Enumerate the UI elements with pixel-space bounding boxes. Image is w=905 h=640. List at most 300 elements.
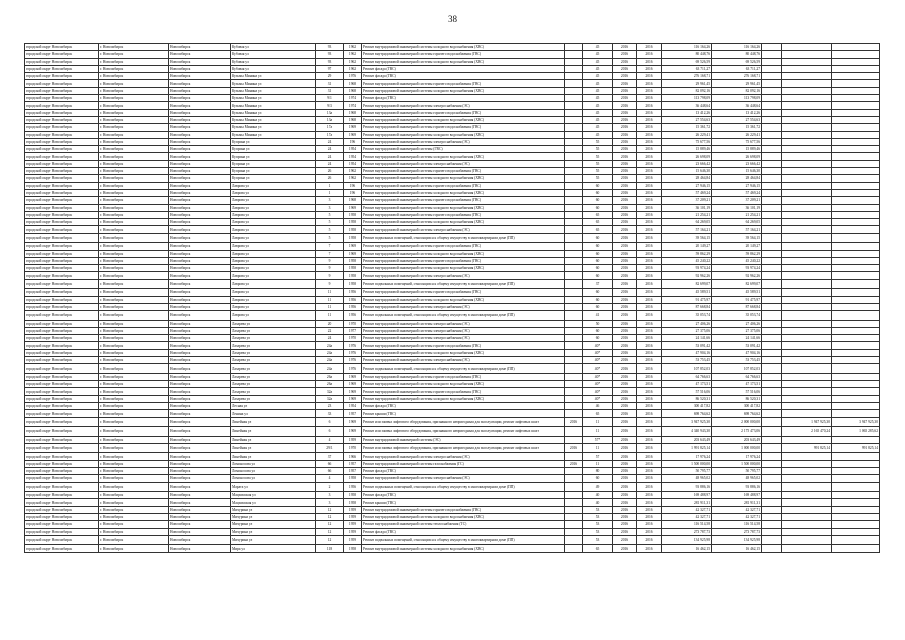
- owner-cost-cell: [782, 436, 832, 443]
- owner-cost-cell: [782, 219, 832, 226]
- capital-repair-register-table: [24, 43, 880, 553]
- street-cell: Лаврова ул: [231, 265, 316, 272]
- end-year-cell: 2016: [637, 189, 662, 196]
- city-cell: Новосибирск: [169, 403, 231, 410]
- owner-cost-cell: [782, 65, 832, 72]
- settlement-cell: г. Новосибирск: [99, 521, 169, 528]
- table-row: [25, 492, 880, 499]
- fund-cost-cell: 1 500 000,00: [712, 460, 762, 467]
- start-year-cell: 2016: [613, 335, 637, 342]
- settlement-cell: г. Новосибирск: [99, 342, 169, 349]
- budget-cell: [762, 381, 782, 388]
- owner-cost-cell: [782, 182, 832, 189]
- other-cost-cell: [832, 499, 880, 506]
- owner-cost-cell: [782, 243, 832, 250]
- total-cost-cell: 203 643,49: [662, 436, 712, 443]
- city-cell: Новосибирск: [169, 443, 231, 453]
- wear-cell: 60: [583, 204, 613, 211]
- start-year-cell: 2016: [613, 417, 637, 427]
- work-type-cell: Ремонт внутридомовой инженерной системы горячего водоснабжения (ГВС): [362, 257, 565, 264]
- city-cell: Новосибирск: [169, 250, 231, 257]
- work-type-cell: Ремонт внутридомовой инженерной системы холодного водоснабжения (ХВС): [362, 153, 565, 160]
- wear-cell: 65: [583, 211, 613, 218]
- city-cell: Новосибирск: [169, 272, 231, 279]
- street-cell: Линейная ул: [231, 417, 316, 427]
- table-row: [25, 289, 880, 296]
- wear-cell: 40*: [583, 349, 613, 356]
- budget-cell: [762, 131, 782, 138]
- start-year-cell: 2016: [613, 460, 637, 467]
- settlement-cell: г. Новосибирск: [99, 243, 169, 250]
- table-row: [25, 87, 880, 94]
- other-cost-cell: [832, 545, 880, 552]
- street-cell: Кузьмы Минина ул: [231, 116, 316, 123]
- other-cost-cell: [832, 395, 880, 402]
- settlement-cell: г. Новосибирск: [99, 153, 169, 160]
- fund-cost-cell: 27 375,06: [712, 327, 762, 334]
- fund-cost-cell: 37 209,21: [712, 197, 762, 204]
- start-year-cell: 2016: [613, 506, 637, 513]
- settlement-cell: г. Новосибирск: [99, 124, 169, 131]
- total-cost-cell: 82 699,07: [662, 279, 712, 289]
- work-type-cell: Ремонт внутридомовой инженерной системы холодного водоснабжения (ХВС): [362, 116, 565, 123]
- municipality-cell: городской округ Новосибирск: [25, 296, 99, 303]
- work-type-cell: Ремонт внутридомовой инженерной системы электроснабжения (ЭС): [362, 226, 565, 233]
- end-year-cell: 2016: [637, 482, 662, 492]
- build-year-cell: 1962: [344, 175, 362, 182]
- budget-cell: [762, 335, 782, 342]
- table-row: [25, 357, 880, 364]
- total-cost-cell: 47 904,16: [662, 349, 712, 356]
- build-year-cell: 1958: [344, 257, 362, 264]
- total-cost-cell: 37 209,21: [662, 197, 712, 204]
- street-cell: Лазарева ул: [231, 320, 316, 327]
- end-year-cell: 2016: [637, 109, 662, 116]
- other-cost-cell: [832, 211, 880, 218]
- fund-cost-cell: 91 475,97: [712, 296, 762, 303]
- work-type-cell: Ремонт внутридомовой инженерной системы электроснабжения (ЭС): [362, 160, 565, 167]
- owner-cost-cell: [782, 265, 832, 272]
- start-year-cell: 2016: [613, 146, 637, 153]
- city-cell: Новосибирск: [169, 436, 231, 443]
- wear-cell: 60: [583, 182, 613, 189]
- budget-cell: [762, 124, 782, 131]
- other-cost-cell: [832, 226, 880, 233]
- build-year-cell: 1968: [344, 109, 362, 116]
- work-type-cell: Ремонт внутридомовой инженерной системы горячего водоснабжения (ГВС): [362, 168, 565, 175]
- other-cost-cell: [832, 475, 880, 482]
- other-cost-cell: [832, 138, 880, 145]
- work-type-cell: Ремонт внутридомовой инженерной системы электроснабжения (ЭС): [362, 303, 565, 310]
- total-cost-cell: 50 795,77: [662, 468, 712, 475]
- end-year-cell: 2016: [637, 102, 662, 109]
- house-number-cell: 12: [316, 521, 344, 528]
- municipality-cell: городской округ Новосибирск: [25, 342, 99, 349]
- start-year-cell: 2016: [613, 182, 637, 189]
- ppl-cell: [565, 468, 583, 475]
- table-row: [25, 475, 880, 482]
- municipality-cell: городской округ Новосибирск: [25, 80, 99, 87]
- owner-cost-cell: [782, 410, 832, 417]
- other-cost-cell: [832, 364, 880, 374]
- street-cell: Куприна ул: [231, 160, 316, 167]
- other-cost-cell: [832, 233, 880, 243]
- street-cell: Кузьмы Минина ул: [231, 124, 316, 131]
- end-year-cell: 2016: [637, 87, 662, 94]
- settlement-cell: г. Новосибирск: [99, 327, 169, 334]
- build-year-cell: 1976: [344, 357, 362, 364]
- start-year-cell: 2016: [613, 175, 637, 182]
- municipality-cell: городской округ Новосибирск: [25, 65, 99, 72]
- fund-cost-cell: 15 889,46: [712, 146, 762, 153]
- house-number-cell: 12: [316, 528, 344, 535]
- settlement-cell: г. Новосибирск: [99, 410, 169, 417]
- total-cost-cell: 91 475,97: [662, 296, 712, 303]
- budget-cell: [762, 320, 782, 327]
- house-number-cell: 20: [316, 320, 344, 327]
- start-year-cell: 2016: [613, 499, 637, 506]
- municipality-cell: городской округ Новосибирск: [25, 153, 99, 160]
- settlement-cell: г. Новосибирск: [99, 443, 169, 453]
- fund-cost-cell: 50 795,77: [712, 468, 762, 475]
- street-cell: Кубовая ул: [231, 51, 316, 58]
- other-cost-cell: [832, 453, 880, 460]
- budget-cell: [762, 279, 782, 289]
- city-cell: Новосибирск: [169, 296, 231, 303]
- settlement-cell: г. Новосибирск: [99, 87, 169, 94]
- budget-cell: [762, 327, 782, 334]
- table-row: [25, 482, 880, 492]
- end-year-cell: 2016: [637, 289, 662, 296]
- city-cell: Новосибирск: [169, 116, 231, 123]
- other-cost-cell: [832, 436, 880, 443]
- house-number-cell: 5: [316, 226, 344, 233]
- house-number-cell: 3: [316, 204, 344, 211]
- build-year-cell: 1962: [344, 44, 362, 51]
- total-cost-cell: 27 946,15: [662, 182, 712, 189]
- work-type-cell: Ремонт внутридомовой инженерной системы горячего водоснабжения (ГВС): [362, 289, 565, 296]
- budget-cell: [762, 443, 782, 453]
- municipality-cell: городской округ Новосибирск: [25, 279, 99, 289]
- fund-cost-cell: 17 976,24: [712, 453, 762, 460]
- house-number-cell: 3: [316, 492, 344, 499]
- build-year-cell: 1966: [344, 453, 362, 460]
- end-year-cell: 2016: [637, 95, 662, 102]
- ppl-cell: [565, 182, 583, 189]
- table-row: [25, 73, 880, 80]
- city-cell: Новосибирск: [169, 168, 231, 175]
- street-cell: Лазарева ул: [231, 335, 316, 342]
- fund-cost-cell: 281 911,31: [712, 499, 762, 506]
- ppl-cell: [565, 303, 583, 310]
- ppl-cell: [565, 265, 583, 272]
- build-year-cell: 196: [344, 189, 362, 196]
- city-cell: Новосибирск: [169, 492, 231, 499]
- house-number-cell: 4: [316, 475, 344, 482]
- fund-cost-cell: 2 000 000,00: [712, 417, 762, 427]
- budget-cell: [762, 357, 782, 364]
- start-year-cell: 2016: [613, 482, 637, 492]
- house-number-cell: 12: [316, 514, 344, 521]
- budget-cell: [762, 460, 782, 467]
- ppl-cell: [565, 226, 583, 233]
- house-number-cell: 31: [316, 80, 344, 87]
- end-year-cell: 2016: [637, 272, 662, 279]
- end-year-cell: 2016: [637, 116, 662, 123]
- end-year-cell: 2016: [637, 51, 662, 58]
- total-cost-cell: 48 965,02: [662, 475, 712, 482]
- owner-cost-cell: 2 165 470,24: [782, 427, 832, 437]
- table-row: [25, 219, 880, 226]
- start-year-cell: 2016: [613, 257, 637, 264]
- settlement-cell: г. Новосибирск: [99, 436, 169, 443]
- house-number-cell: 11: [316, 303, 344, 310]
- total-cost-cell: 47 173,51: [662, 381, 712, 388]
- municipality-cell: городской округ Новосибирск: [25, 410, 99, 417]
- settlement-cell: г. Новосибирск: [99, 233, 169, 243]
- work-type-cell: Ремонт подвальных помещений, относящихся к общему имуществу в многоквартирном доме (ПП): [362, 233, 565, 243]
- street-cell: Лаврова ул: [231, 272, 316, 279]
- street-cell: Куприна ул: [231, 168, 316, 175]
- budget-cell: [762, 468, 782, 475]
- city-cell: Новосибирск: [169, 265, 231, 272]
- ppl-cell: 2016: [565, 443, 583, 453]
- end-year-cell: 2016: [637, 65, 662, 72]
- owner-cost-cell: [782, 289, 832, 296]
- table-row: [25, 233, 880, 243]
- municipality-cell: городской округ Новосибирск: [25, 189, 99, 196]
- owner-cost-cell: [782, 102, 832, 109]
- wear-cell: 40*: [583, 373, 613, 380]
- work-type-cell: Ремонт внутридомовой инженерной системы электроснабжения (ЭС): [362, 138, 565, 145]
- street-cell: Лесная ул: [231, 403, 316, 410]
- work-type-cell: Ремонт внутридомовой инженерной системы (ЭС): [362, 436, 565, 443]
- other-cost-cell: [832, 381, 880, 388]
- wear-cell: 46: [583, 403, 613, 410]
- table-row: [25, 342, 880, 349]
- table-row: [25, 131, 880, 138]
- end-year-cell: 2016: [637, 528, 662, 535]
- fund-cost-cell: 276 168,71: [712, 73, 762, 80]
- start-year-cell: 2016: [613, 320, 637, 327]
- build-year-cell: 1969: [344, 373, 362, 380]
- table-row: [25, 327, 880, 334]
- build-year-cell: 1958: [344, 211, 362, 218]
- build-year-cell: 1970: [344, 443, 362, 453]
- work-type-cell: Ремонт крыши (ГВС): [362, 499, 565, 506]
- work-type-cell: Ремонт внутридомовой инженерной системы холодного водоснабжения (ХВС): [362, 296, 565, 303]
- street-cell: Мичурина ул: [231, 528, 316, 535]
- other-cost-cell: [832, 124, 880, 131]
- municipality-cell: городской округ Новосибирск: [25, 303, 99, 310]
- house-number-cell: 3: [316, 499, 344, 506]
- end-year-cell: 2016: [637, 233, 662, 243]
- ppl-cell: [565, 357, 583, 364]
- build-year-cell: 1976: [344, 364, 362, 374]
- total-cost-cell: 26 229,41: [662, 131, 712, 138]
- work-type-cell: Ремонт внутридомовой инженерной системы холодного водоснабжения (ХВС): [362, 395, 565, 402]
- build-year-cell: 1954: [344, 146, 362, 153]
- total-cost-cell: 15 889,46: [662, 146, 712, 153]
- owner-cost-cell: [782, 311, 832, 321]
- fund-cost-cell: 300 417,82: [712, 403, 762, 410]
- total-cost-cell: 17 976,24: [662, 453, 712, 460]
- settlement-cell: г. Новосибирск: [99, 44, 169, 51]
- table-row: [25, 410, 880, 417]
- build-year-cell: 1956: [344, 289, 362, 296]
- budget-cell: [762, 243, 782, 250]
- street-cell: Мичурина ул: [231, 514, 316, 521]
- city-cell: Новосибирск: [169, 303, 231, 310]
- ppl-cell: [565, 296, 583, 303]
- ppl-cell: [565, 395, 583, 402]
- municipality-cell: городской округ Новосибирск: [25, 373, 99, 380]
- municipality-cell: городской округ Новосибирск: [25, 403, 99, 410]
- settlement-cell: г. Новосибирск: [99, 303, 169, 310]
- total-cost-cell: 59 862,29: [662, 250, 712, 257]
- end-year-cell: 2016: [637, 468, 662, 475]
- start-year-cell: 2016: [613, 357, 637, 364]
- fund-cost-cell: 36 101,19: [712, 204, 762, 211]
- start-year-cell: 2016: [613, 102, 637, 109]
- wear-cell: 80: [583, 468, 613, 475]
- wear-cell: 45: [583, 116, 613, 123]
- house-number-cell: 26а: [316, 373, 344, 380]
- end-year-cell: 2016: [637, 335, 662, 342]
- build-year-cell: 1958: [344, 475, 362, 482]
- budget-cell: [762, 545, 782, 552]
- house-number-cell: 24: [316, 153, 344, 160]
- table-row: [25, 468, 880, 475]
- fund-cost-cell: 273 787,73: [712, 528, 762, 535]
- table-row: [25, 335, 880, 342]
- table-row: [25, 226, 880, 233]
- total-cost-cell: 57 469,24: [662, 189, 712, 196]
- table-row: [25, 395, 880, 402]
- total-cost-cell: 35 053,74: [662, 311, 712, 321]
- wear-cell: 40*: [583, 357, 613, 364]
- municipality-cell: городской округ Новосибирск: [25, 514, 99, 521]
- ppl-cell: [565, 521, 583, 528]
- other-cost-cell: [832, 296, 880, 303]
- end-year-cell: 2016: [637, 417, 662, 427]
- budget-cell: [762, 250, 782, 257]
- street-cell: Кузьмы Минина ул: [231, 80, 316, 87]
- settlement-cell: г. Новосибирск: [99, 349, 169, 356]
- owner-cost-cell: 1 947 925,30: [782, 417, 832, 427]
- settlement-cell: г. Новосибирск: [99, 189, 169, 196]
- wear-cell: 45: [583, 58, 613, 65]
- ppl-cell: [565, 197, 583, 204]
- settlement-cell: г. Новосибирск: [99, 417, 169, 427]
- house-number-cell: 17а: [316, 124, 344, 131]
- wear-cell: 40*: [583, 381, 613, 388]
- start-year-cell: 2016: [613, 303, 637, 310]
- work-type-cell: Ремонт внутридомовой инженерной системы электроснабжения (ЭС): [362, 102, 565, 109]
- ppl-cell: [565, 506, 583, 513]
- owner-cost-cell: [782, 388, 832, 395]
- fund-cost-cell: 47 904,16: [712, 349, 762, 356]
- work-type-cell: Ремонт внутридомовой инженерной системы электроснабжения (ЭС): [362, 335, 565, 342]
- total-cost-cell: 698 764,62: [662, 410, 712, 417]
- total-cost-cell: 39 564,15: [662, 233, 712, 243]
- start-year-cell: 2016: [613, 289, 637, 296]
- total-cost-cell: 23 666,42: [662, 160, 712, 167]
- municipality-cell: городской округ Новосибирск: [25, 335, 99, 342]
- owner-cost-cell: [782, 153, 832, 160]
- fund-cost-cell: 80 448,76: [712, 51, 762, 58]
- fund-cost-cell: 93 886,16: [712, 482, 762, 492]
- settlement-cell: г. Новосибирск: [99, 395, 169, 402]
- ppl-cell: [565, 535, 583, 545]
- budget-cell: [762, 535, 782, 545]
- other-cost-cell: [832, 65, 880, 72]
- settlement-cell: г. Новосибирск: [99, 73, 169, 80]
- owner-cost-cell: [782, 521, 832, 528]
- street-cell: Лаврова ул: [231, 197, 316, 204]
- build-year-cell: 1976: [344, 73, 362, 80]
- build-year-cell: 1958: [344, 499, 362, 506]
- street-cell: Лаврова ул: [231, 250, 316, 257]
- budget-cell: [762, 146, 782, 153]
- budget-cell: [762, 403, 782, 410]
- budget-cell: [762, 349, 782, 356]
- wear-cell: 60: [583, 189, 613, 196]
- owner-cost-cell: [782, 80, 832, 87]
- other-cost-cell: [832, 303, 880, 310]
- end-year-cell: 2016: [637, 460, 662, 467]
- other-cost-cell: [832, 528, 880, 535]
- build-year-cell: 1959: [344, 436, 362, 443]
- owner-cost-cell: [782, 492, 832, 499]
- budget-cell: [762, 168, 782, 175]
- total-cost-cell: 1 991 825,14: [662, 443, 712, 453]
- street-cell: Лаврова ул: [231, 311, 316, 321]
- total-cost-cell: 29 961,45: [662, 80, 712, 87]
- owner-cost-cell: [782, 296, 832, 303]
- other-cost-cell: [832, 289, 880, 296]
- house-number-cell: 29: [316, 73, 344, 80]
- wear-cell: 11: [583, 443, 613, 453]
- settlement-cell: г. Новосибирск: [99, 535, 169, 545]
- fund-cost-cell: 57 164,21: [712, 226, 762, 233]
- wear-cell: 40: [583, 492, 613, 499]
- settlement-cell: г. Новосибирск: [99, 289, 169, 296]
- work-type-cell: Ремонт внутридомовой инженерной системы холодного водоснабжения (ХВС): [362, 381, 565, 388]
- end-year-cell: 2016: [637, 436, 662, 443]
- settlement-cell: г. Новосибирск: [99, 311, 169, 321]
- table-row: [25, 250, 880, 257]
- house-number-cell: 12: [316, 535, 344, 545]
- budget-cell: [762, 204, 782, 211]
- table-row: [25, 460, 880, 467]
- wear-cell: 65: [583, 226, 613, 233]
- table-row: [25, 514, 880, 521]
- other-cost-cell: [832, 146, 880, 153]
- house-number-cell: 1: [316, 189, 344, 196]
- street-cell: Лаврова ул: [231, 257, 316, 264]
- other-cost-cell: [832, 109, 880, 116]
- wear-cell: 53: [583, 514, 613, 521]
- other-cost-cell: [832, 265, 880, 272]
- end-year-cell: 2016: [637, 243, 662, 250]
- fund-cost-cell: 57 469,24: [712, 189, 762, 196]
- total-cost-cell: 93 886,16: [662, 482, 712, 492]
- work-type-cell: Ремонт крыши (ГВС): [362, 410, 565, 417]
- build-year-cell: 1969: [344, 388, 362, 395]
- budget-cell: [762, 506, 782, 513]
- start-year-cell: 2016: [613, 243, 637, 250]
